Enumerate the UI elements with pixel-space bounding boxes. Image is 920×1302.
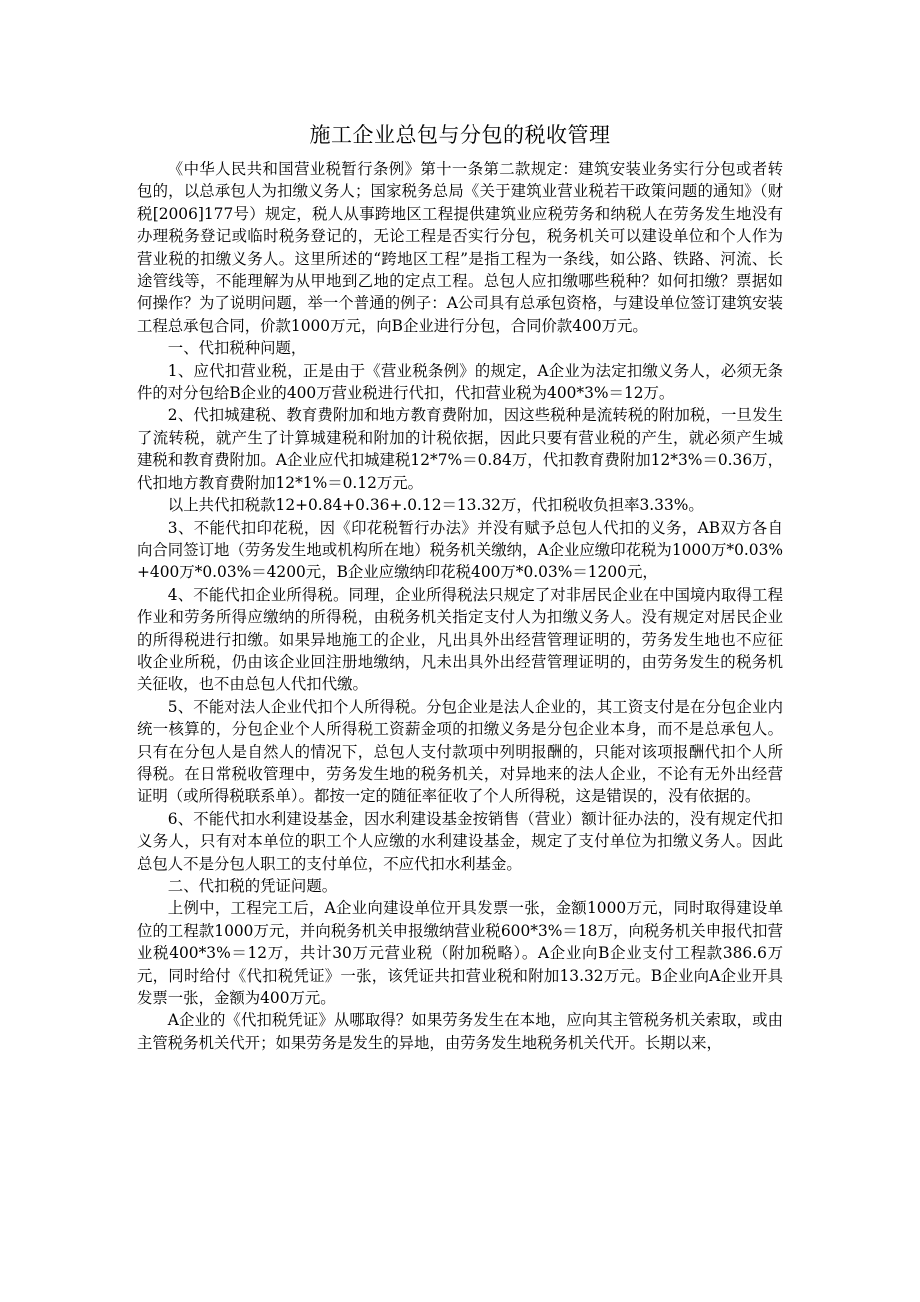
paragraph-item-2: 2、代扣城建税、教育费附加和地方教育费附加，因这些税种是流转税的附加税，一旦发生了流转税，就产生了计算城建税和附加的计税依据，因此只要有营业税的产生，就必须产生城建税和教育费附加。A企业应代扣城建税12*7%＝0.84万，代扣教育费附加12*3%＝0.36万，代扣地方教育费附加12*1%＝0.12万元。 [137, 406, 783, 492]
paragraph-voucher: A企业的《代扣税凭证》从哪取得？如果劳务发生在本地，应向其主管税务机关索取，或由主管税务机关代开；如果劳务是发生的异地，由劳务发生地税务机关代开。长期以来， [137, 1011, 783, 1052]
paragraph-intro: 《中华人民共和国营业税暂行条例》第十一条第二款规定：建筑安装业务实行分包或者转包的，以总承包人为扣缴义务人；国家税务总局《关于建筑业营业税若干政策问题的通知》（财税[2006]177号）规定，税人从事跨地区工程提供建筑业应税劳务和纳税人在劳务发生地没有办理税务登记或临时税务登记的，无论工程是否实行分包，税务机关可以建设单位和个人作为营业税的扣缴义务人。这里所述的“跨地区工程”是指工程为一条线，如公路、铁路、河流、长途管线等，不能理解为从甲地到乙地的定点工程。总包人应扣缴哪些税种？如何扣缴？票据如何操作？为了说明问题，举一个普通的例子：A公司具有总承包资格，与建设单位签订建筑安装工程总承包合同，价款1000万元，向B企业进行分包，合同价款400万元。 [137, 160, 783, 335]
paragraph-item-5: 5、不能对法人企业代扣个人所得税。分包企业是法人企业的，其工资支付是在分包企业内统一核算的，分包企业个人所得税工资薪金项的扣缴义务是分包企业本身，而不是总承包人。只有在分包人是自然人的情况下，总包人支付款项中列明报酬的，只能对该项报酬代扣个人所得税。在日常税收管理中，劳务发生地的税务机关，对异地来的法人企业，不论有无外出经营证明（或所得税联系单）。都按一定的随征率征收了个人所得税，这是错误的，没有依据的。 [137, 697, 783, 806]
paragraph-example: 上例中，工程完工后，A企业向建设单位开具发票一张，金额1000万元，同时取得建设单位的工程款1000万元，并向税务机关申报缴纳营业税600*3%＝18万，向税务机关申报代扣营业税400*3%＝12万，共计30万元营业税（附加税略）。A企业向B企业支付工程款386.6万元，同时给付《代扣税凭证》一张，该凭证共扣营业税和附加13.32万元。B企业向A企业开具发票一张，金额为400万元。 [137, 899, 783, 1008]
paragraph-item-4: 4、不能代扣企业所得税。同理，企业所得税法只规定了对非居民企业在中国境内取得工程作业和劳务所得应缴纳的所得税，由税务机关指定支付人为扣缴义务人。没有规定对居民企业的所得税进行扣缴。如果异地施工的企业，凡出具外出经营管理证明的，劳务发生地也不应征收企业所税，仍由该企业回注册地缴纳，凡未出具外出经营管理证明的，由劳务发生的税务机关征收，也不由总包人代扣代缴。 [137, 585, 783, 694]
paragraph-item-1: 1、应代扣营业税，正是由于《营业税条例》的规定，A企业为法定扣缴义务人，必须无条件的对分包给B企业的400万营业税进行代扣，代扣营业税为400*3%＝12万。 [137, 361, 783, 403]
paragraph-item-3: 3、不能代扣印花税，因《印花税暂行办法》并没有赋予总包人代扣的义务，AB双方各自向合同签订地（劳务发生地或机构所在地）税务机关缴纳，A企业应缴印花税为1000万*0.03%+400万*0.03%＝4200元，B企业应缴纳印花税400万*0.03%＝1200元， [137, 518, 783, 582]
paragraph-total: 以上共代扣税款12+0.84+0.36+.0.12＝13.32万，代扣税收负担率3.33%。 [167, 496, 704, 515]
document-title: 施工企业总包与分包的税收管理 [309, 123, 611, 147]
document-body [137, 158, 783, 1054]
section-heading-1: 一、代扣税种问题， [167, 339, 307, 358]
section-heading-2: 二、代扣税的凭证问题。 [167, 877, 338, 895]
paragraph-item-6: 6、不能代扣水利建设基金，因水利建设基金按销售（营业）额计征办法的，没有规定代扣义务人，只有对本单位的职工个人应缴的水利建设基金，规定了支付单位为扣缴义务人。因此总包人不是分包人职工的支付单位，不应代扣水利基金。 [137, 809, 783, 873]
